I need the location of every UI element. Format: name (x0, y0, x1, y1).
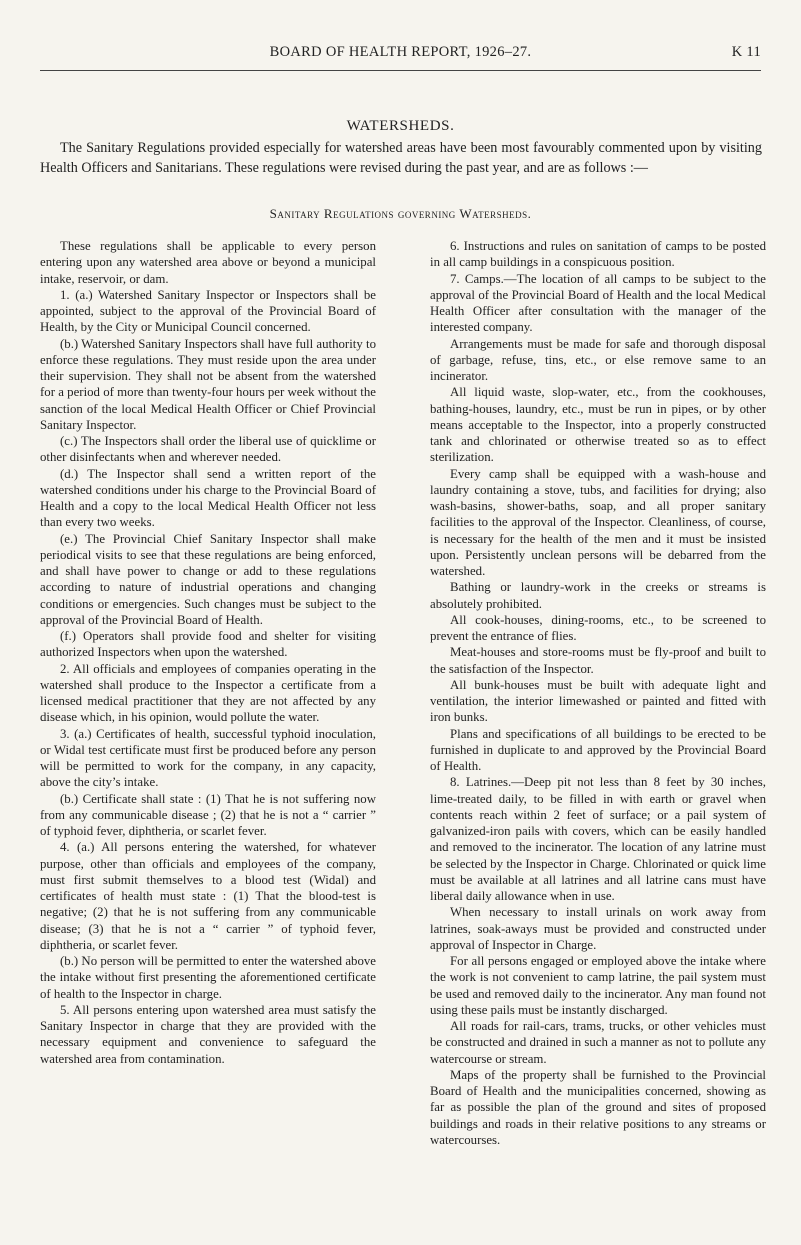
paragraph: 2. All officials and employees of companies operating in the watershed shall produce to the Inspector a certificate from a licensed medical practitioner that they are not affected by any disease which, in his opinion, would pollute the water. (40, 661, 376, 725)
paragraph: (b.) Certificate shall state : (1) That he is not suffering now from any communicable disease ; (2) that he is not a “ carrier ” of typhoid fever, diphtheria, or scarlet fever. (40, 791, 376, 838)
paragraph: Bathing or laundry-work in the creeks or streams is absolutely prohibited. (430, 580, 766, 611)
paragraph: All bunk-houses must be built with adequate light and ventilation, the interior limewashed or painted and fitted with iron bunks. (430, 677, 766, 725)
paragraph: 3. (a.) Certificates of health, successful typhoid inoculation, or Widal test certificate must first be produced before any person will be permitted to work for the company, in any capacity, above the city’s intake. (40, 726, 376, 790)
paragraph: (f.) Operators shall provide food and shelter for visiting authorized Inspectors when upon the watershed. (40, 629, 376, 660)
paragraph: All cook-houses, dining-rooms, etc., to be screened to prevent the entrance of flies. (430, 612, 766, 643)
paragraph: These regulations shall be applicable to every person entering upon any watershed area above or beyond a municipal intake, reservoir, or dam. (40, 239, 376, 286)
paragraph: All roads for rail-cars, trams, trucks, or other vehicles must be constructed and drained in such a manner as not to pollute any watercourse or stream. (430, 1019, 766, 1066)
paragraph: Meat-houses and store-rooms must be fly-proof and built to the satisfaction of the Inspector. (430, 645, 766, 676)
paragraph: 8. Latrines.—Deep pit not less than 8 feet by 30 inches, lime-treated daily, to be filled in with earth or gravel when contents reach within 2 feet of surface; or a pail system of galvanized-iron pails with covers, which can be easily handled and removed to the incinerator. The location of any latrine must be selected by the Inspector in Charge. Chlorinated or quick lime must be available at all latrines and all latrine cans must have liberal daily allowance when in use. (430, 775, 766, 903)
paragraph: (b.) Watershed Sanitary Inspectors shall have full authority to enforce these regulations. They must reside upon the area under their supervision. They shall not be absent from the watershed for a period of more than twenty-four hours per week without the sanction of the local Medical Health Officer or Chief Provincial Sanitary Inspector. (40, 336, 376, 432)
paragraph: (d.) The Inspector shall send a written report of the watershed conditions under his charge to the Provincial Board of Health and a copy to the local Medical Health Officer not less than every two weeks. (40, 466, 376, 530)
intro-text: The Sanitary Regulations provided especially for watershed areas have been most favourably commented upon by visiting Health Officers and Sanitarians. These regulations were revised during the past year, and are as follows :— (40, 140, 762, 176)
paragraph: (c.) The Inspectors shall order the liberal use of quicklime or other disinfectants when and wherever needed. (40, 434, 376, 465)
intro-paragraph (40, 138, 762, 178)
paragraph: Every camp shall be equipped with a wash-house and laundry containing a stove, tubs, and facilities for drying; also wash-basins, shower-baths, soap, and all proper sanitary facilities to the approval of the Inspector. Cleanliness, of course, is necessary for the health of the men and it must be insisted upon. Persistently unclean persons will be debarred from the watershed. (430, 466, 766, 578)
paragraph: 5. All persons entering upon watershed area must satisfy the Sanitary Inspector in charge that they are provided with the necessary equipment and convenience to safeguard the watershed area from contamination. (40, 1002, 376, 1066)
paragraph: For all persons engaged or employed above the intake where the work is not convenient to camp latrine, the pail system must be used and removed daily to the incinerator. Any man found not using these pails must be instantly discharged. (430, 954, 766, 1017)
paragraph: 6. Instructions and rules on sanitation of camps to be posted in all camp buildings in a conspicuous position. (430, 239, 766, 270)
paragraph: Plans and specifications of all buildings to be erected to be furnished in duplicate to and approved by the Provincial Board of Health. (430, 726, 766, 773)
paragraph: Maps of the property shall be furnished to the Provincial Board of Health and the municipalities concerned, showing as far as possible the plan of the ground and sites of proposed buildings and roads in their relative positions to any streams or watercourses. (430, 1067, 766, 1147)
right-column (430, 238, 766, 1148)
page-number: K 11 (731, 44, 761, 60)
paragraph: Arrangements must be made for safe and thorough disposal of garbage, refuse, tins, etc., or else remove same to an incinerator. (430, 336, 766, 383)
paragraph: 1. (a.) Watershed Sanitary Inspector or Inspectors shall be appointed, subject to the approval of the Provincial Board of Health, by the City or Municipal Council concerned. (40, 287, 376, 335)
page-header (40, 44, 761, 66)
running-title: BOARD OF HEALTH REPORT, 1926–27. (269, 44, 532, 60)
left-column (40, 238, 376, 1067)
header-rule (40, 70, 761, 71)
paragraph: All liquid waste, slop-water, etc., from the cookhouses, bathing-houses, laundry, etc., must be run in pipes, or by other means acceptable to the Inspector, into a properly constructed tank and chlorinated or otherwise treated so as to effect sterilization. (430, 385, 766, 465)
section-title: WATERSHEDS. (346, 118, 455, 134)
paragraph: When necessary to install urinals on work away from latrines, soak-aways must be provided and constructed under approval of Inspector in Charge. (430, 905, 766, 952)
paragraph: 7. Camps.—The location of all camps to be subject to the approval of the Provincial Board of Health and the local Medical Health Officer after consultation with the manager of the interested company. (430, 271, 766, 335)
paragraph: 4. (a.) All persons entering the watershed, for whatever purpose, other than officials and employees of the company, must first submit themselves to a blood test (Widal) and certificates of health must state : (1) That the blood-test is negative; (2) that he is not suffering from any communicable disease; (3) that he is not a “ carrier ” of typhoid fever, diphtheria, or scarlet fever. (40, 840, 376, 952)
paragraph: (e.) The Provincial Chief Sanitary Inspector shall make periodical visits to see that these regulations are being enforced, and shall have power to change or add to these regulations according to nature of industrial operations and changing conditions or emergencies. Such changes must be subject to the approval of the Provincial Board of Health. (40, 531, 376, 627)
paragraph: (b.) No person will be permitted to enter the watershed above the intake without first presenting the aforementioned certificate of health to the Inspector in charge. (40, 954, 376, 1001)
regulations-subheading: Sanitary Regulations governing Watersheds. (269, 206, 532, 221)
